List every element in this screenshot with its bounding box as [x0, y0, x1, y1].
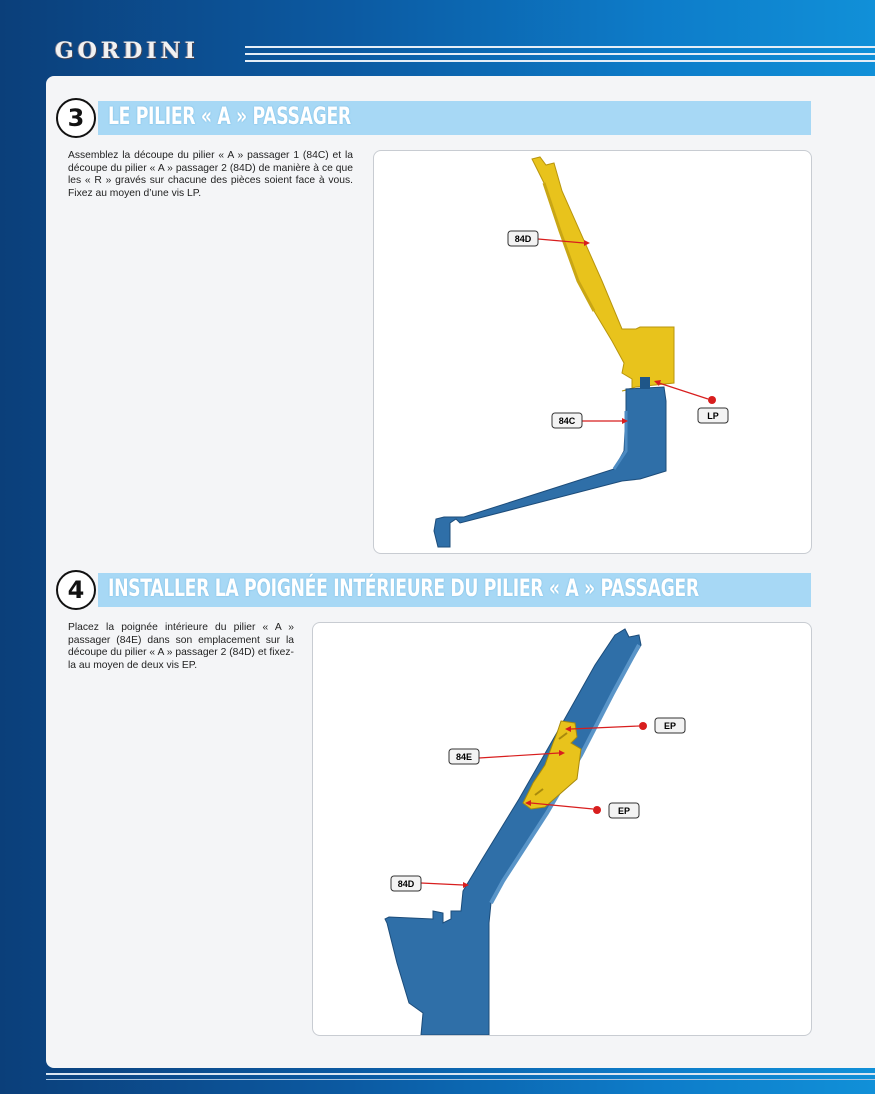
step-3-instruction: Assemblez la découpe du pilier « A » passager 1 (84C) et la découpe du pilier « A » passager 2 (84D) de manière à ce que les « R » gravés sur chacune des pièces soient face à vous. Fixez au moyen d’une vis LP.: [68, 150, 353, 199]
tag-ep-bottom: [609, 803, 639, 818]
step-4-instruction: Placez la poignée intérieure du pilier « A » passager (84E) dans son emplacement sur la découpe du pilier « A » passager 2 (84D) et fixez-la au moyen de deux vis EP.: [68, 622, 294, 671]
screw-lp-icon: [708, 396, 716, 404]
part-84e-handle: [523, 721, 581, 809]
tag-84d: [508, 231, 538, 246]
tag-ep-top: [655, 718, 685, 733]
step-4-title: INSTALLER LA POIGNÉE INTÉRIEURE DU PILIER « A » PASSAGER: [108, 574, 699, 602]
header-rule-2: [245, 53, 875, 55]
tag-ep-bottom-text: EP: [617, 806, 631, 816]
tag-84e-text: 84E: [455, 752, 473, 762]
part-84c-blue: [434, 387, 666, 547]
footer-rule-2: [46, 1079, 875, 1080]
part-84d-yellow: [532, 157, 674, 391]
step-3-title: LE PILIER « A » PASSAGER: [108, 102, 351, 130]
tag-84c-text: 84C: [558, 416, 576, 426]
step-4-number: 4: [56, 570, 96, 610]
tag-lp-text: LP: [707, 411, 719, 421]
step-3-figure: [373, 150, 812, 554]
tag-lp: [698, 408, 728, 423]
tag-84d-step4: [391, 876, 421, 891]
tag-84c: [552, 413, 582, 428]
screw-ep-top-icon: [639, 722, 647, 730]
tag-84d-text: 84D: [514, 234, 532, 244]
header-rule-1: [245, 46, 875, 48]
tag-84e: [449, 749, 479, 764]
tag-ep-top-text: EP: [663, 721, 677, 731]
step-4-figure: [312, 622, 812, 1036]
screw-ep-bottom-icon: [593, 806, 601, 814]
brand-logo: GORDINI: [55, 38, 200, 64]
header-rule-3: [245, 60, 875, 62]
step-3-number: 3: [56, 98, 96, 138]
tag-84d-step4-text: 84D: [397, 879, 415, 889]
footer-rule-1: [46, 1073, 875, 1075]
part-84d-blue: [385, 629, 641, 1035]
